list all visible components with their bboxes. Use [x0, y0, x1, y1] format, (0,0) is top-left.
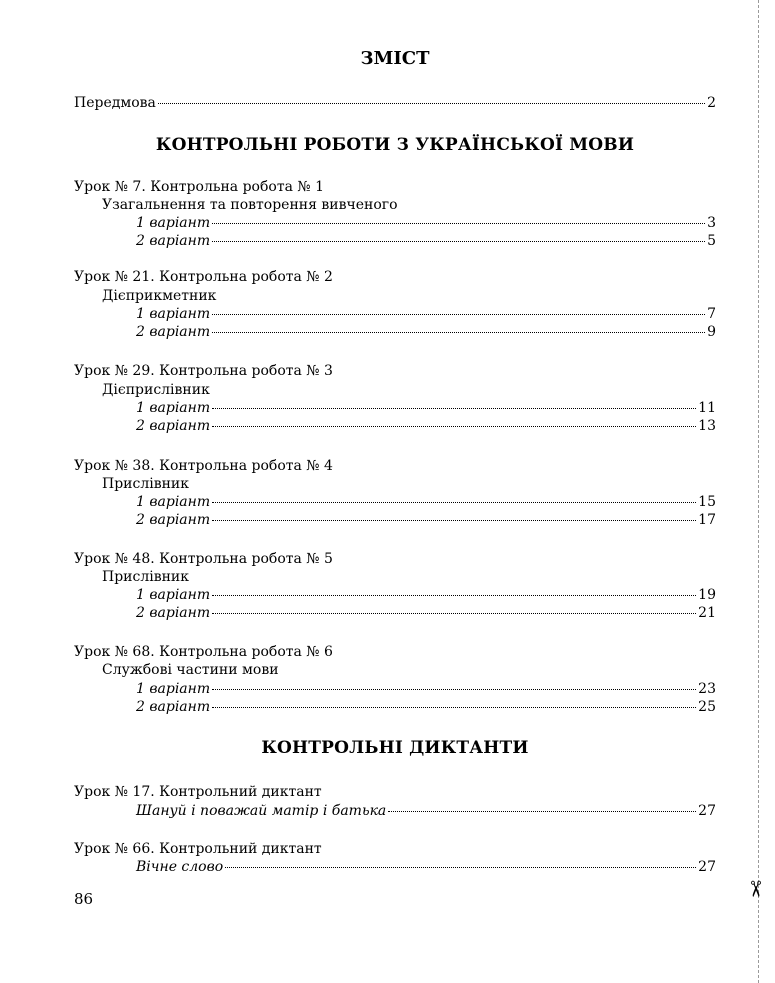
leader-dots — [212, 241, 705, 242]
leader-dots — [388, 811, 696, 812]
toc-entry-variant[interactable] — [136, 680, 716, 698]
entry-page: 15 — [698, 494, 716, 510]
entry-page: 27 — [698, 803, 716, 819]
entry-label: 1 варіант — [136, 215, 211, 231]
toc-entry-variant[interactable] — [136, 604, 716, 622]
leader-dots — [212, 689, 696, 690]
leader-dots — [212, 707, 696, 708]
entry-label: 2 варіант — [136, 699, 211, 715]
toc-entry-variant[interactable] — [136, 511, 716, 529]
leader-dots — [212, 595, 696, 596]
page-title: ЗМІСТ — [360, 48, 430, 69]
entry-label: 2 варіант — [136, 512, 211, 528]
toc-entry-dictation[interactable] — [136, 858, 716, 876]
lesson-topic: Дієприкметник — [102, 288, 217, 304]
leader-dots — [212, 613, 696, 614]
toc-entry-variant[interactable] — [136, 323, 716, 341]
toc-entry-variant[interactable] — [136, 586, 716, 604]
toc-entry-variant[interactable] — [136, 232, 716, 250]
toc-entry-variant[interactable] — [136, 214, 716, 232]
page-number: 86 — [74, 890, 94, 908]
leader-dots — [212, 223, 705, 224]
entry-label: Вічне слово — [136, 859, 224, 875]
entry-page: 19 — [698, 587, 716, 603]
entry-label: 1 варіант — [136, 306, 211, 322]
lesson-topic: Дієприслівник — [102, 382, 210, 398]
leader-dots — [212, 314, 705, 315]
leader-dots — [158, 103, 705, 104]
lesson-topic: Узагальнення та повторення вивченого — [102, 197, 398, 213]
lesson-topic: Прислівник — [102, 476, 190, 492]
entry-label: 1 варіант — [136, 587, 211, 603]
lesson-title: Урок № 7. Контрольна робота № 1 — [74, 179, 324, 195]
entry-label: 2 варіант — [136, 605, 211, 621]
entry-page: 9 — [707, 324, 716, 340]
toc-entry-variant[interactable] — [136, 698, 716, 716]
lesson-title: Урок № 48. Контрольна робота № 5 — [74, 551, 333, 567]
dictation-title: Урок № 66. Контрольний диктант — [74, 841, 322, 857]
lesson-topic: Прислівник — [102, 569, 190, 585]
leader-dots — [212, 520, 696, 521]
lesson-title: Урок № 38. Контрольна робота № 4 — [74, 458, 333, 474]
entry-label: 2 варіант — [136, 418, 211, 434]
entry-label: 1 варіант — [136, 681, 211, 697]
entry-page: 7 — [707, 306, 716, 322]
entry-label: 1 варіант — [136, 400, 211, 416]
entry-page: 13 — [698, 418, 716, 434]
cut-line — [758, 0, 759, 983]
entry-page: 27 — [698, 859, 716, 875]
lesson-title: Урок № 29. Контрольна робота № 3 — [74, 363, 333, 379]
entry-label: Шануй і поважай матір і батька — [136, 803, 387, 819]
leader-dots — [212, 426, 696, 427]
section-heading-tests: КОНТРОЛЬНІ РОБОТИ З УКРАЇНСЬКОЇ МОВИ — [155, 135, 635, 155]
entry-label: 1 варіант — [136, 494, 211, 510]
toc-entry-variant[interactable] — [136, 305, 716, 323]
lesson-title: Урок № 21. Контрольна робота № 2 — [74, 269, 333, 285]
entry-label: Передмова — [74, 95, 156, 111]
entry-page: 25 — [698, 699, 716, 715]
entry-label: 2 варіант — [136, 324, 211, 340]
toc-entry-preface[interactable] — [74, 94, 716, 112]
toc-entry-variant[interactable] — [136, 417, 716, 435]
lesson-topic: Службові частини мови — [102, 662, 279, 678]
entry-page: 11 — [698, 400, 716, 416]
leader-dots — [225, 867, 696, 868]
section-heading-dictations: КОНТРОЛЬНІ ДИКТАНТИ — [261, 738, 529, 758]
toc-entry-variant[interactable] — [136, 493, 716, 511]
entry-page: 23 — [698, 681, 716, 697]
entry-page: 17 — [698, 512, 716, 528]
toc-entry-dictation[interactable] — [136, 802, 716, 820]
dictation-title: Урок № 17. Контрольний диктант — [74, 784, 322, 800]
toc-entry-variant[interactable] — [136, 399, 716, 417]
leader-dots — [212, 502, 696, 503]
lesson-title: Урок № 68. Контрольна робота № 6 — [74, 644, 333, 660]
entry-page: 3 — [707, 215, 716, 231]
scissors-icon: ✂ — [742, 879, 768, 899]
entry-label: 2 варіант — [136, 233, 211, 249]
leader-dots — [212, 408, 696, 409]
entry-page: 5 — [707, 233, 716, 249]
entry-page: 2 — [707, 95, 716, 111]
leader-dots — [212, 332, 705, 333]
entry-page: 21 — [698, 605, 716, 621]
